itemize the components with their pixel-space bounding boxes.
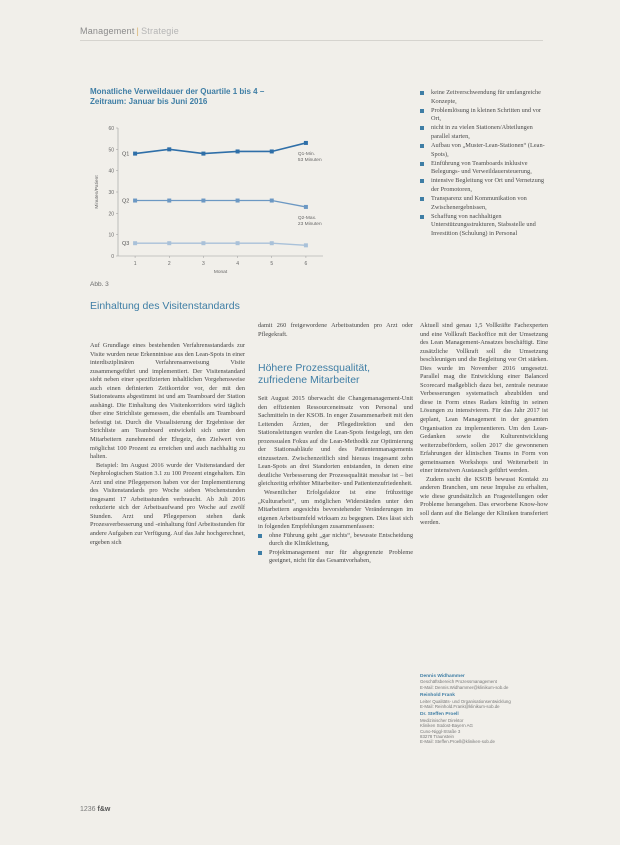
x-tick-label: 6 xyxy=(304,261,308,267)
data-point-q2 xyxy=(270,199,274,203)
paragraph: Beispiel: Im August 2016 wurde der Visitenstandard der Nephrologischen Station 3.1 zu 100 Prozent eingehalten. Ein Arzt und eine Pflegeperson haben vor der Implementierung des Visitenstandards pro Woche sieben Wochenstunden insgesamt 17 Arbeitsstunden verbraucht. Ab Juli 2016 reduzierte sich der Arbeitsaufwand pro Woche auf zwölf Stunden. Arzt und Pflegeperson stehen dank Prozessverbesserung und -einhaltung fünf Arbeitsstunden für andere Aufgaben zur Verfügung. Auf das Jahr hochgerechnet, ergeben sich xyxy=(90,461,245,546)
data-point-q1 xyxy=(201,152,205,156)
page-footer xyxy=(80,806,110,813)
x-tick-label: 4 xyxy=(236,261,239,267)
figure-caption: Abb. 3 xyxy=(90,281,109,288)
paragraph: Seit August 2015 überwacht die Changemanagement-Unit den effizienten Ressourceneinsatz von Personal und Sachmitteln in der KSOB. In enger Zusammenarbeit mit den Leitenden Ärzten, der Pflegedirektion und den Stationsleitungen wurden die Lean-Spots festgelegt, um den prozessualen Fokus auf die Lean-Methodik zur Optimierung der Stationsabläufe und des Patientenmanagements einzusetzen. Zwischenzeitlich sind hieraus insgesamt zehn Lean-Spots an drei Standorten entstanden, in denen eine deutliche Verbesserung der Prozessqualität messbar ist – bei gleichzeitig erhöhter Mitarbeiter- und Patientenzufriedenheit. xyxy=(258,395,413,488)
paragraph: Zudem sucht die KSOB bewusst Kontakt zu anderen Branchen, um neue Impulse zu erhalten, wie diese grundsätzlich an Fragestellungen oder Probleme herangehen. Das erworbene Know-how soll dann auf die Belange der Kliniken transferiert werden. xyxy=(420,475,548,526)
data-point-q3 xyxy=(304,243,308,247)
author-block xyxy=(420,712,548,744)
data-point-q2 xyxy=(133,199,137,203)
data-point-q1 xyxy=(304,141,308,145)
author-name: Dr. Steffen Proell xyxy=(420,712,459,718)
series-label-q2: Q2 xyxy=(122,198,130,205)
data-point-q3 xyxy=(236,241,240,245)
section-heading-visitenstandard: Einhaltung des Visitenstandards xyxy=(90,300,240,312)
header-separator: | xyxy=(136,26,140,36)
data-point-q2 xyxy=(201,199,205,203)
column-2-text xyxy=(258,395,413,566)
data-point-q3 xyxy=(270,241,274,245)
paragraph: damit 260 freigewordene Arbeitsstunden pro Arzt oder Pflegekraft. xyxy=(258,322,413,338)
column-3-text xyxy=(420,322,548,527)
list-item: Projektmanagement nur für abgegrenzte Probleme geeignet, nicht für das Gesamtvorhaben, xyxy=(258,549,413,566)
author-detail: Geschäftsbereich Prozessmanagement xyxy=(420,679,497,685)
author-block xyxy=(420,693,548,709)
paragraph: Auf Grundlage eines bestehenden Verfahrensstandards zur Visite wurden neue Erkenntnisse aus den Lean-Spots in einer interdisziplinären Verfahrensanweisung Visite zusammengeführt und implementiert. Der Visitenstandard sieht neben einer spezifizierten inhaltlichen Vorgehensweise auch einen definierten Zeitkorridor vor, der mit den Stationsteams abgestimmt ist und am Teamboard der Station aushängt. Die Einhaltung des Visitenkorridors wird täglich über eine Strichliste gemessen, die ebenfalls am Teamboard befestigt ist. Durch die Visualisierung der Ergebnisse der Strichliste am Teamboard entwickelt sich unter den Mitarbeitern zunehmend der Ehrgeiz, den Zielwert von möglichst 100 Prozent zu erreichen und auch nachhaltig zu halten. xyxy=(90,342,245,461)
list-item: Schaffung von nachhaltigen Unterstützungsstrukturen, Stabsstelle und Investition (Schulung) in Personal xyxy=(420,213,548,239)
section-label: Management xyxy=(80,26,135,36)
paragraph: Wesentlicher Erfolgsfaktor ist eine frühzeitige „Kulturarbeit“, um möglichen Widerständen unter den Mitarbeitern angesichts bevorstehender Veränderungen im eigenen Arbeitsumfeld wirksam zu begegnen. Dies lässt sich in folgenden Empfehlungen zusammenfassen: xyxy=(258,489,413,531)
author-block xyxy=(420,674,548,690)
annotation-max-detail: 53 Minuten xyxy=(297,157,322,163)
bullet-list xyxy=(258,532,413,566)
series-line-q3 xyxy=(135,243,306,245)
section-heading-prozessqualitaet: Höhere Prozessqualität, zufriedene Mitarbeiter xyxy=(258,362,371,386)
y-tick-label: 30 xyxy=(108,190,114,196)
data-point-q2 xyxy=(304,205,308,209)
data-point-q2 xyxy=(167,199,171,203)
data-point-q3 xyxy=(167,241,171,245)
series-line-q1 xyxy=(135,143,306,154)
list-item: Einführung von Teamboards inklusive Belegungs- und Verweildauersteuerung, xyxy=(420,160,548,177)
data-point-q2 xyxy=(236,199,240,203)
column-2-continuation xyxy=(258,322,413,339)
list-item: Aufbau von „Muster-Lean-Stationen“ (Lean-Spots), xyxy=(420,142,548,159)
data-point-q1 xyxy=(167,147,171,151)
data-point-q3 xyxy=(133,241,137,245)
y-axis-label: Minuten/Patient xyxy=(95,175,100,209)
author-detail: Cuno-Niggl-Straße 3 xyxy=(420,728,461,734)
author-detail: Leiter Qualitäts- und Organisationsentwicklung xyxy=(420,698,511,704)
x-tick-label: 5 xyxy=(270,261,274,267)
data-point-q1 xyxy=(270,149,274,153)
annotation-min: Q2-Max. xyxy=(297,215,317,221)
list-item: intensive Begleitung vor Ort und Vernetzung der Promotoren, xyxy=(420,177,548,194)
y-tick-label: 0 xyxy=(111,254,114,260)
data-point-q1 xyxy=(236,149,240,153)
author-detail: E-Mail: Reinhold.Frank@klinikum-sob.de xyxy=(420,704,500,710)
y-tick-label: 10 xyxy=(108,232,114,239)
annotation-min-detail: 23 Minuten xyxy=(297,221,322,227)
y-tick-label: 40 xyxy=(108,168,114,175)
subsection-label: Strategie xyxy=(141,26,179,36)
y-tick-label: 60 xyxy=(108,126,114,132)
author-detail: E-Mail: Dennis.Widhammer@klinikum-sob.de xyxy=(420,684,509,690)
chart-title: Monatliche Verweildauer der Quartile 1 bis 4 – Zeitraum: Januar bis Juni 2016 xyxy=(90,87,265,106)
data-point-q3 xyxy=(201,241,205,245)
column-1-text xyxy=(90,342,245,547)
author-name: Dennis Widhammer xyxy=(420,674,465,679)
header-rule xyxy=(80,40,543,41)
x-tick-label: 1 xyxy=(133,261,137,267)
author-detail: 83278 Traunstein xyxy=(420,734,454,740)
author-detail: E-Mail: Steffen.Proell@kliniken-sob.de xyxy=(420,739,495,745)
series-line-q2 xyxy=(135,201,306,207)
author-detail: Medizinischer Direktor xyxy=(420,717,464,723)
y-tick-label: 20 xyxy=(108,211,114,218)
list-item: Transparenz und Kommunikation von Zwischenergebnissen, xyxy=(420,195,548,212)
list-item: keine Zeitverschwendung für umfangreiche Konzepte, xyxy=(420,89,548,106)
author-info xyxy=(420,674,548,748)
series-label-q1: Q1 xyxy=(122,151,130,158)
line-chart xyxy=(90,120,340,280)
paragraph: Aktuell sind genau 1,5 Vollkräfte Fachexperten und eine Vollkraft Backoffice mit der Umsetzung des Lean Management-Ansatzes beschäftigt. Eine zusätzliche Vollkraft soll die Umsetzung beschleunigen und die Begleitung vor Ort stärken. Dies wurde im November 2016 umgesetzt. Parallel mag die Entwicklung einer Balanced Scorecard maßgeblich dazu bei, zentrale neuraue Verbesserungen systematisch abzubilden und diese in Form eines Radars künftig in seinen Lösungen zu intensivieren. Für das Jahr 2017 ist geplant, Lean Management in der gesamten Organisation zu implementieren. Um den Lean-Gedanken sowie die Kulturentwicklung weiterzubefördern, sollen 2017 die gewonnenen Erfahrungen der klinischen Teams in Form von gemeinsamen Workshops und Weiterarbeit in einer intensiven Austausch geführt werden. xyxy=(420,322,548,475)
list-item: Problemlösung in kleinen Schritten und vor Ort, xyxy=(420,107,548,124)
author-name: Reinhold Frank xyxy=(420,693,455,699)
data-point-q1 xyxy=(133,152,137,156)
journal-name: f&w xyxy=(97,806,111,813)
list-item: ohne Führung geht „gar nichts“, bewusste Entscheidung durch die Klinikleitung, xyxy=(258,532,413,549)
list-item: nicht in zu vielen Stationen/Abteilungen parallel starten, xyxy=(420,124,548,141)
page-header xyxy=(80,26,179,36)
recommendation-list xyxy=(420,89,548,239)
x-tick-label: 3 xyxy=(202,261,205,267)
series-label-q3: Q3 xyxy=(122,241,130,248)
annotation-max: Q1-Min. xyxy=(297,151,315,157)
x-axis-label: Monat xyxy=(213,270,228,275)
page-number: 1236 xyxy=(80,806,96,813)
x-tick-label: 2 xyxy=(167,261,171,267)
y-tick-label: 50 xyxy=(108,147,114,154)
author-detail: Kliniken Südost-Bayern AG xyxy=(420,723,473,729)
